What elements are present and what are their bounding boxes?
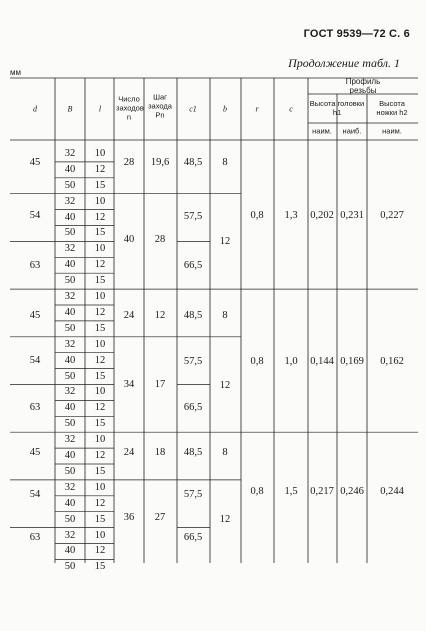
h1-min-value: 0,217 — [310, 486, 334, 497]
r-value: 0,8 — [250, 210, 264, 221]
document-code: ГОСТ 9539—72 С. 6 — [303, 28, 410, 40]
c-value: 1,5 — [284, 486, 298, 497]
c1-value: 57,5 — [183, 211, 203, 222]
h1-max-value: 0,246 — [340, 486, 364, 497]
l-value: 15 — [94, 275, 106, 287]
l-value: 15 — [94, 465, 106, 477]
B-value: 50 — [64, 418, 76, 430]
starts-value: 34 — [123, 379, 135, 390]
b-value: 8 — [222, 157, 228, 168]
starts-value: 28 — [123, 157, 135, 168]
col-d-header: d — [33, 104, 37, 114]
col-c-header: c — [289, 104, 293, 114]
B-value: 40 — [64, 259, 76, 271]
h1-min-value: 0,144 — [310, 356, 334, 367]
l-value: 15 — [94, 227, 106, 239]
l-value: 10 — [94, 243, 106, 255]
l-value: 10 — [94, 386, 106, 398]
b-value: 12 — [219, 514, 231, 525]
B-value: 40 — [64, 545, 76, 557]
c1-value: 66,5 — [183, 402, 203, 413]
table-continuation-title: Продолжение табл. 1 — [288, 56, 400, 70]
B-value: 32 — [64, 147, 76, 159]
B-value: 50 — [64, 275, 76, 287]
h1-max-value: 0,169 — [340, 356, 364, 367]
r-value: 0,8 — [250, 356, 264, 367]
B-value: 32 — [64, 338, 76, 350]
pitch-value: 18 — [154, 447, 166, 458]
B-value: 40 — [64, 450, 76, 462]
l-value: 15 — [94, 561, 106, 573]
l-value: 12 — [94, 545, 106, 557]
B-value: 50 — [64, 465, 76, 477]
thread-profile-header: Профиль резьбы — [345, 77, 381, 95]
pitch-value: 17 — [154, 379, 166, 390]
B-value: 50 — [64, 227, 76, 239]
B-value: 32 — [64, 291, 76, 303]
l-value: 10 — [94, 434, 106, 446]
h2-value: 0,244 — [380, 486, 404, 497]
l-value: 12 — [94, 450, 106, 462]
leg-min-label: наим. — [382, 126, 402, 136]
B-value: 40 — [64, 163, 76, 175]
pitch-value: 12 — [154, 310, 166, 321]
h1-min-value: 0,202 — [310, 210, 334, 221]
l-value: 12 — [94, 259, 106, 271]
l-value: 10 — [94, 338, 106, 350]
l-value: 10 — [94, 195, 106, 207]
B-value: 32 — [64, 481, 76, 493]
d-value: 54 — [29, 489, 41, 500]
col-b-header: b — [223, 104, 227, 114]
l-value: 15 — [94, 370, 106, 382]
B-value: 40 — [64, 211, 76, 223]
starts-value: 40 — [123, 234, 135, 245]
col-l-header: l — [98, 104, 102, 114]
head-max-label: наиб. — [342, 126, 362, 136]
B-value: 32 — [64, 243, 76, 255]
d-value: 63 — [29, 260, 41, 271]
d-value: 45 — [29, 157, 41, 168]
l-value: 12 — [94, 497, 106, 509]
B-value: 50 — [64, 322, 76, 334]
B-value: 32 — [64, 529, 76, 541]
leg-height-header: Высота ножки h2 — [376, 99, 408, 117]
l-value: 12 — [94, 402, 106, 414]
pitch-value: 27 — [154, 512, 166, 523]
c1-value: 48,5 — [183, 310, 203, 321]
d-value: 63 — [29, 532, 41, 543]
h2-value: 0,227 — [380, 210, 404, 221]
l-value: 10 — [94, 291, 106, 303]
c1-value: 57,5 — [183, 489, 203, 500]
B-value: 40 — [64, 354, 76, 366]
d-value: 63 — [29, 402, 41, 413]
l-value: 10 — [94, 529, 106, 541]
l-value: 15 — [94, 322, 106, 334]
c1-value: 57,5 — [183, 356, 203, 367]
d-value: 45 — [29, 310, 41, 321]
c-value: 1,0 — [284, 356, 298, 367]
col-starts-header: Число заходов n — [116, 94, 144, 122]
B-value: 40 — [64, 306, 76, 318]
h2-value: 0,162 — [380, 356, 404, 367]
l-value: 12 — [94, 163, 106, 175]
B-value: 32 — [64, 386, 76, 398]
l-value: 10 — [94, 481, 106, 493]
B-value: 50 — [64, 513, 76, 525]
starts-value: 24 — [123, 310, 135, 321]
B-value: 50 — [64, 370, 76, 382]
h1-max-value: 0,231 — [340, 210, 364, 221]
pitch-value: 19,6 — [150, 157, 170, 168]
starts-value: 24 — [123, 447, 135, 458]
c1-value: 66,5 — [183, 532, 203, 543]
B-value: 50 — [64, 561, 76, 573]
c1-value: 48,5 — [183, 447, 203, 458]
l-value: 12 — [94, 211, 106, 223]
col-c1-header: c1 — [189, 104, 197, 114]
l-value: 12 — [94, 354, 106, 366]
l-value: 15 — [94, 513, 106, 525]
d-value: 45 — [29, 447, 41, 458]
col-r-header: r — [255, 104, 259, 114]
starts-value: 36 — [123, 512, 135, 523]
d-value: 54 — [29, 355, 41, 366]
c-value: 1,3 — [284, 210, 298, 221]
l-value: 12 — [94, 306, 106, 318]
b-value: 12 — [219, 380, 231, 391]
c1-value: 48,5 — [183, 157, 203, 168]
head-min-label: наим. — [312, 126, 332, 136]
pitch-value: 28 — [154, 234, 166, 245]
c1-value: 66,5 — [183, 260, 203, 271]
r-value: 0,8 — [250, 486, 264, 497]
l-value: 15 — [94, 179, 106, 191]
B-value: 32 — [64, 195, 76, 207]
b-value: 8 — [222, 447, 228, 458]
col-B-header: B — [67, 104, 73, 114]
l-value: 15 — [94, 418, 106, 430]
head-height-header: Высота головки h1 — [309, 99, 365, 117]
b-value: 12 — [219, 236, 231, 247]
d-value: 54 — [29, 210, 41, 221]
l-value: 10 — [94, 147, 106, 159]
b-value: 8 — [222, 310, 228, 321]
col-pitch-header: Шаг захода Pn — [148, 92, 172, 120]
units-label: мм — [10, 68, 21, 77]
B-value: 50 — [64, 179, 76, 191]
B-value: 32 — [64, 434, 76, 446]
B-value: 40 — [64, 497, 76, 509]
B-value: 40 — [64, 402, 76, 414]
